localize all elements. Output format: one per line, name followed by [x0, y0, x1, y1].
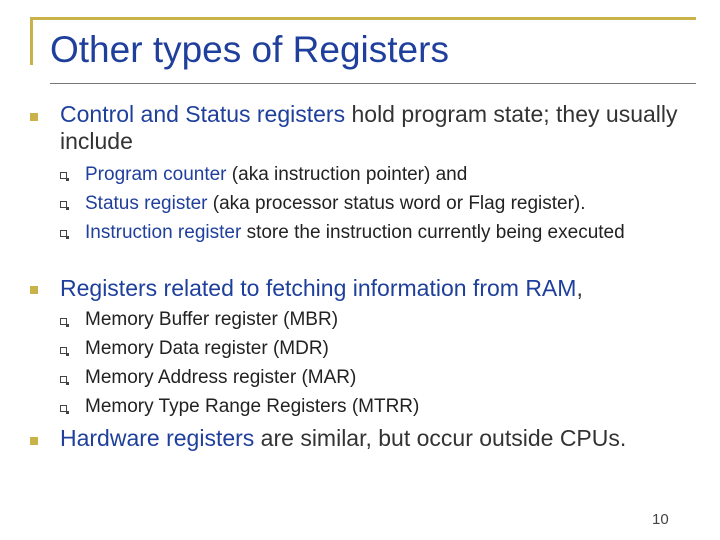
sub-item-program-counter: [85, 163, 695, 187]
checkbox-bullet-icon: [60, 376, 67, 383]
checkbox-bullet-icon: [60, 230, 67, 237]
sub-item-mtrr: Memory Type Range Registers (MTRR): [85, 396, 420, 417]
square-bullet-icon: [30, 286, 38, 294]
sub-item-instruction-register: [85, 221, 695, 245]
checkbox-bullet-icon: [60, 172, 67, 179]
checkbox-bullet-icon: [60, 318, 67, 325]
sub-item-mbr: Memory Buffer register (MBR): [85, 309, 339, 330]
term-control-status: Control and Status registers: [60, 101, 346, 127]
sub-item-text: (aka processor status word or Flag register).: [207, 193, 586, 214]
term-ram-registers: Registers related to fetching information from RAM: [60, 275, 577, 301]
bullet-text: are similar, but occur outside CPUs.: [254, 425, 627, 451]
checkbox-bullet-icon: [60, 201, 67, 208]
bullet-control-status: [60, 101, 700, 155]
sub-item-status-register: [85, 192, 695, 216]
square-bullet-icon: [30, 113, 38, 121]
sub-item-mdr: Memory Data register (MDR): [85, 338, 329, 359]
bullet-text: ,: [576, 275, 583, 301]
checkbox-bullet-icon: [60, 347, 67, 354]
slide-title: Other types of Registers: [50, 29, 449, 70]
sub-item-text: store the instruction currently being executed: [241, 222, 625, 243]
title-frame-left-line: [30, 17, 33, 65]
bullet-text: hold program state; they usually include: [60, 101, 678, 154]
checkbox-bullet-icon: [60, 405, 67, 412]
sub-item-text: (aka instruction pointer) and: [226, 164, 468, 185]
title-divider: [50, 83, 696, 84]
square-bullet-icon: [30, 437, 38, 445]
term-hardware-registers: Hardware registers: [60, 425, 255, 451]
bullet-ram-registers: [60, 275, 700, 302]
bullet-hardware-registers: [60, 425, 660, 452]
term-status-register: Status register: [85, 193, 208, 214]
page-number: 10: [652, 511, 669, 528]
term-instruction-register: Instruction register: [85, 222, 242, 243]
sub-item-mar: Memory Address register (MAR): [85, 367, 357, 388]
term-program-counter: Program counter: [85, 164, 227, 185]
title-frame-top-line: [30, 17, 696, 20]
